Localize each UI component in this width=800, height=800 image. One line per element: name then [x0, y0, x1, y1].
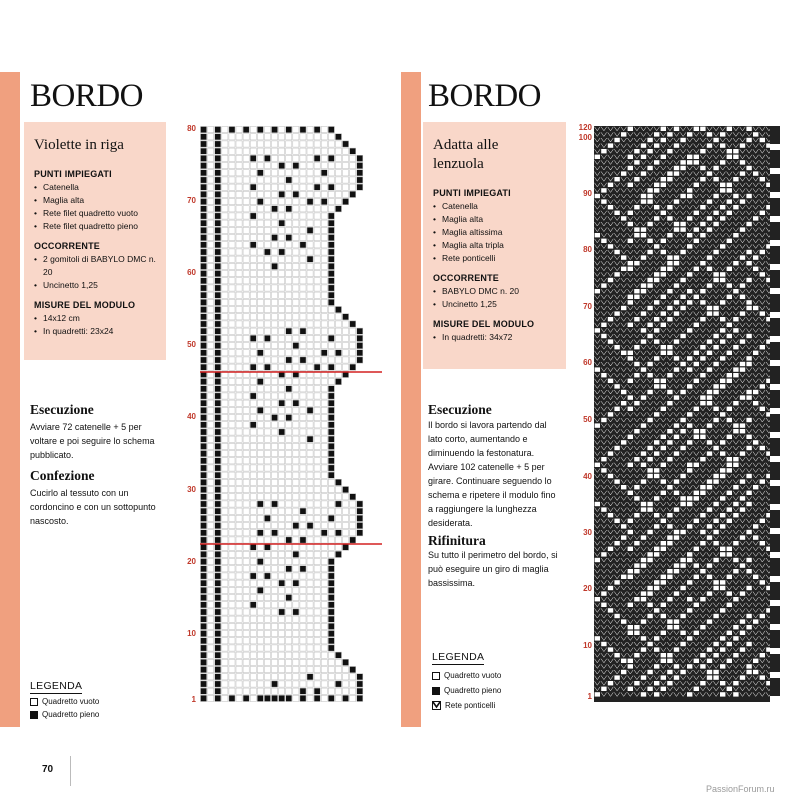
right-legend-rete [432, 701, 495, 710]
left-row-label-60: 60 [187, 268, 196, 277]
right-misure-heading: MISURE DEL MODULO [433, 319, 535, 329]
legend-label: Rete ponticelli [445, 701, 496, 710]
list-item: • Maglia alta tripla [433, 239, 556, 252]
right-rifinitura-text: Su tutto il perimetro del bordo, si può eseguire un giro di maglia bassissima. [428, 550, 558, 588]
right-legenda-heading: LEGENDA [432, 651, 485, 663]
left-row-label-50: 50 [187, 340, 196, 349]
empty-square-icon [432, 672, 440, 680]
right-esecuzione-heading: Esecuzione [428, 402, 492, 417]
right-row-label-60: 60 [583, 358, 592, 367]
right-filet-chart [594, 126, 786, 702]
left-accent-stripe [0, 72, 20, 727]
filled-square-icon [432, 687, 440, 695]
left-legend-empty [30, 697, 99, 706]
right-row-label-90: 90 [583, 189, 592, 198]
list-item: • Rete filet quadretto vuoto [34, 207, 156, 220]
left-row-label-80: 80 [187, 124, 196, 133]
right-legend-empty [432, 671, 501, 680]
left-info-box [24, 122, 166, 360]
left-esecuzione-heading: Esecuzione [30, 402, 94, 417]
right-row-label-100: 100 [578, 133, 592, 142]
left-row-label-40: 40 [187, 412, 196, 421]
right-row-label-120: 120 [578, 123, 592, 132]
legend-label: Quadretto pieno [444, 686, 502, 695]
left-row-label-70: 70 [187, 196, 196, 205]
left-occorrente-list [34, 253, 156, 292]
right-row-label-1: 1 [587, 692, 592, 701]
right-accent-stripe [401, 72, 421, 727]
list-item: • In quadretti: 23x24 [34, 325, 156, 338]
left-row-label-20: 20 [187, 557, 196, 566]
left-legenda-heading: LEGENDA [30, 680, 83, 692]
page-number: 70 [42, 764, 54, 775]
left-punti-list [34, 181, 156, 233]
right-occorrente-list [433, 285, 556, 311]
right-rifinitura-heading: Rifinitura [428, 533, 486, 548]
list-item: • 2 gomitoli di BABYLO DMC n. 20 [34, 253, 156, 279]
left-confezione-text: Cucirlo al tessuto con un cordoncino e con un sottopunto nascosto. [30, 488, 156, 526]
legend-label: Quadretto vuoto [42, 697, 100, 706]
list-item: • Maglia alta [34, 194, 156, 207]
left-page-title: BORDO [30, 78, 144, 114]
right-punti-heading: PUNTI IMPIEGATI [433, 188, 511, 198]
left-misure-list [34, 312, 156, 338]
right-box-title: Adatta alle lenzuola [433, 137, 499, 172]
empty-square-icon [30, 698, 38, 706]
legend-label: Quadretto vuoto [444, 671, 502, 680]
watermark: PassionForum.ru [706, 784, 775, 794]
rete-ponticelli-icon [432, 701, 441, 710]
legend-label: Quadretto pieno [42, 710, 100, 719]
left-legend-full [30, 710, 99, 719]
right-row-label-50: 50 [583, 415, 592, 424]
left-confezione-heading: Confezione [30, 468, 95, 483]
left-occorrente-heading: OCCORRENTE [34, 241, 101, 251]
list-item: • BABYLO DMC n. 20 [433, 285, 556, 298]
list-item: • Rete filet quadretto pieno [34, 220, 156, 233]
right-row-label-30: 30 [583, 528, 592, 537]
list-item: • Uncinetto 1,25 [34, 279, 156, 292]
right-occorrente-heading: OCCORRENTE [433, 273, 500, 283]
list-item: • Maglia altissima [433, 226, 556, 239]
left-row-label-10: 10 [187, 629, 196, 638]
list-item: • In quadretti: 34x72 [433, 331, 556, 344]
list-item: • Catenella [34, 181, 156, 194]
list-item: • Rete ponticelli [433, 252, 556, 265]
left-filet-chart [200, 126, 382, 706]
right-punti-list [433, 200, 556, 265]
left-esecuzione-text: Avviare 72 catenelle + 5 per voltare e poi seguire lo schema pubblicato. [30, 422, 155, 460]
right-row-label-40: 40 [583, 472, 592, 481]
left-row-label-1: 1 [191, 695, 196, 704]
left-row-label-30: 30 [187, 485, 196, 494]
left-punti-heading: PUNTI IMPIEGATI [34, 169, 112, 179]
list-item: • Uncinetto 1,25 [433, 298, 556, 311]
right-esecuzione-text: Il bordo si lavora partendo dal lato corto, aumentando e diminuendo la festonatura. Avviare 102 catenelle + 5 per girare. Continuare seguendo lo schema e ripetere il modulo fino a raggiungere la lunghezza desiderata. [428, 420, 556, 528]
right-info-box [423, 122, 566, 369]
right-row-label-10: 10 [583, 641, 592, 650]
right-legend-full [432, 686, 501, 695]
left-misure-heading: MISURE DEL MODULO [34, 300, 136, 310]
right-page-title: BORDO [428, 78, 542, 114]
right-row-label-20: 20 [583, 584, 592, 593]
left-box-title: Violette in riga [34, 137, 124, 153]
page-number-divider [70, 756, 71, 786]
list-item: • 14x12 cm [34, 312, 156, 325]
right-row-label-70: 70 [583, 302, 592, 311]
list-item: • Catenella [433, 200, 556, 213]
filled-square-icon [30, 711, 38, 719]
list-item: • Maglia alta [433, 213, 556, 226]
right-row-label-80: 80 [583, 245, 592, 254]
right-misure-list [433, 331, 556, 344]
